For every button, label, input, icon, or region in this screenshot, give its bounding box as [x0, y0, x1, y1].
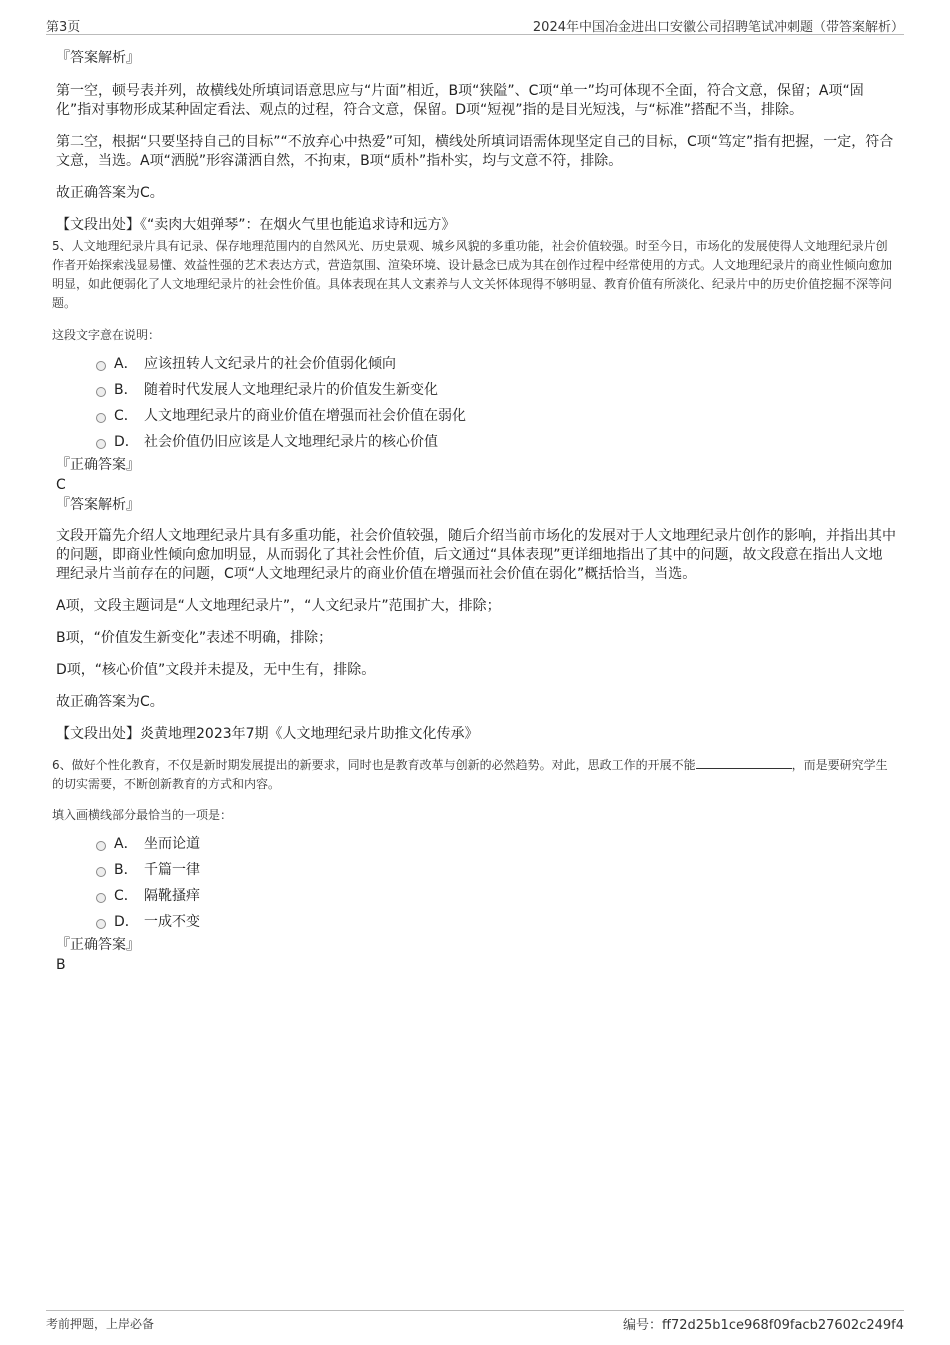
q5-option-b[interactable]: B． 随着时代发展人文地理纪录片的价值发生新变化	[56, 377, 896, 403]
q6-option-a[interactable]: A． 坐而论道	[56, 831, 896, 857]
radio-icon[interactable]	[96, 893, 106, 903]
q5-option-c[interactable]: C． 人文地理纪录片的商业价值在增强而社会价值在弱化	[56, 403, 896, 429]
page-footer	[46, 1310, 904, 1335]
q5-analysis-p3: B项，“价值发生新变化”表述不明确，排除；	[56, 630, 333, 646]
q5-answer: C	[56, 477, 66, 493]
document-title: 2024年中国冶金进出口安徽公司招聘笔试冲刺题（带答案解析）	[532, 20, 904, 35]
radio-icon[interactable]	[96, 867, 106, 877]
q5-analysis-p2: A项，文段主题词是“人文地理纪录片”，“人文纪录片”范围扩大，排除；	[56, 598, 501, 614]
radio-icon[interactable]	[96, 387, 106, 397]
page-header	[46, 14, 904, 35]
radio-icon[interactable]	[96, 413, 106, 423]
q6-answer-label: 『正确答案』	[56, 937, 140, 953]
q5-ask: 这段文字意在说明：	[52, 328, 161, 342]
q6-option-b[interactable]: B． 千篇一律	[56, 857, 896, 883]
prev-source: 【文段出处】《“卖肉大姐弹琴”：在烟火气里也能追求诗和远方》	[56, 217, 456, 233]
prev-conclusion: 故正确答案为C。	[56, 185, 164, 201]
document-code: 编号：ff72d25b1ce968f09facb27602c249f4	[623, 1318, 904, 1333]
prev-analysis-label: 『答案解析』	[56, 50, 140, 66]
q5-analysis-p1: 文段开篇先介绍人文地理纪录片具有多重功能，社会价值较强，随后介绍当前市场化的发展对于人文地理纪录片创作的影响，并指出其中的问题，即商业性倾向愈加明显，从而弱化了其社会性价值，后文通过“具体表现”更详细地指出了其中的问题，故文段意在指出人文地理纪录片当前存在的问题，C项“人文地理纪录片的商业价值在增强而社会价值在弱化”概括恰当，当选。	[56, 528, 896, 582]
q5-option-d[interactable]: D． 社会价值仍旧应该是人文地理纪录片的核心价值	[56, 429, 896, 455]
prev-analysis-p2: 第二空，根据“只要坚持自己的目标”“不放弃心中热爱”可知，横线处所填词语需体现坚定自己的目标，C项“笃定”指有把握，一定，符合文意，当选。A项“洒脱”形容潇洒自然，不拘束，B项“质朴”指朴实，均与文意不符，排除。	[56, 134, 894, 169]
q6-answer: B	[56, 957, 66, 973]
q5-conclusion: 故正确答案为C。	[56, 694, 164, 710]
prev-analysis-p1: 第一空，顿号表并列，故横线处所填词语意思应与“片面”相近，B项“狭隘”、C项“单一”均可体现不全面，符合文意，保留；A项“固化”指对事物形成某种固定看法、观点的过程，符合文意，保留。D项“短视”指的是目光短浅，与“标准”搭配不当，排除。	[56, 83, 864, 118]
q5-analysis-p4: D项，“核心价值”文段并未提及，无中生有，排除。	[56, 662, 376, 678]
q6-option-c[interactable]: C． 隔靴搔痒	[56, 883, 896, 909]
footer-slogan: 考前押题，上岸必备	[46, 1317, 155, 1331]
q6-ask: 填入画横线部分最恰当的一项是：	[52, 808, 233, 822]
page-content	[52, 44, 896, 975]
radio-icon[interactable]	[96, 919, 106, 929]
fill-blank	[696, 756, 792, 769]
radio-icon[interactable]	[96, 841, 106, 851]
page-number: 第3页	[46, 20, 81, 35]
q5-analysis-label: 『答案解析』	[56, 497, 140, 513]
q6-options	[56, 831, 896, 935]
radio-icon[interactable]	[96, 439, 106, 449]
q5-option-a[interactable]: A． 应该扭转人文纪录片的社会价值弱化倾向	[56, 351, 896, 377]
q5-answer-label: 『正确答案』	[56, 457, 140, 473]
q5-source: 【文段出处】炎黄地理2023年7期《人文地理纪录片助推文化传承》	[56, 726, 479, 742]
q6-option-d[interactable]: D． 一成不变	[56, 909, 896, 935]
q6-text: 6、做好个性化教育，不仅是新时期发展提出的新要求，同时也是教育改革与创新的必然趋势。对此，思政工作的开展不能 ，而是要研究学生的切实需要，不断创新教育的方式和内容。	[52, 758, 888, 791]
q5-options	[56, 351, 896, 455]
q5-text: 5、人文地理纪录片具有记录、保存地理范围内的自然风光、历史景观、城乡风貌的多重功能，社会价值较强。时至今日，市场化的发展使得人文地理纪录片创作者开始探索浅显易懂、效益性强的艺术表达方式，营造氛围、渲染环境、设计悬念已成为其在创作过程中经常使用的方式。人文地理纪录片的商业性倾向愈加明显，如此便弱化了人文地理纪录片的社会性价值。具体表现在其人文素养与人文关怀体现得不够明显、教育价值有所淡化、纪录片中的历史价值挖掘不深等问题。	[52, 239, 893, 310]
radio-icon[interactable]	[96, 361, 106, 371]
